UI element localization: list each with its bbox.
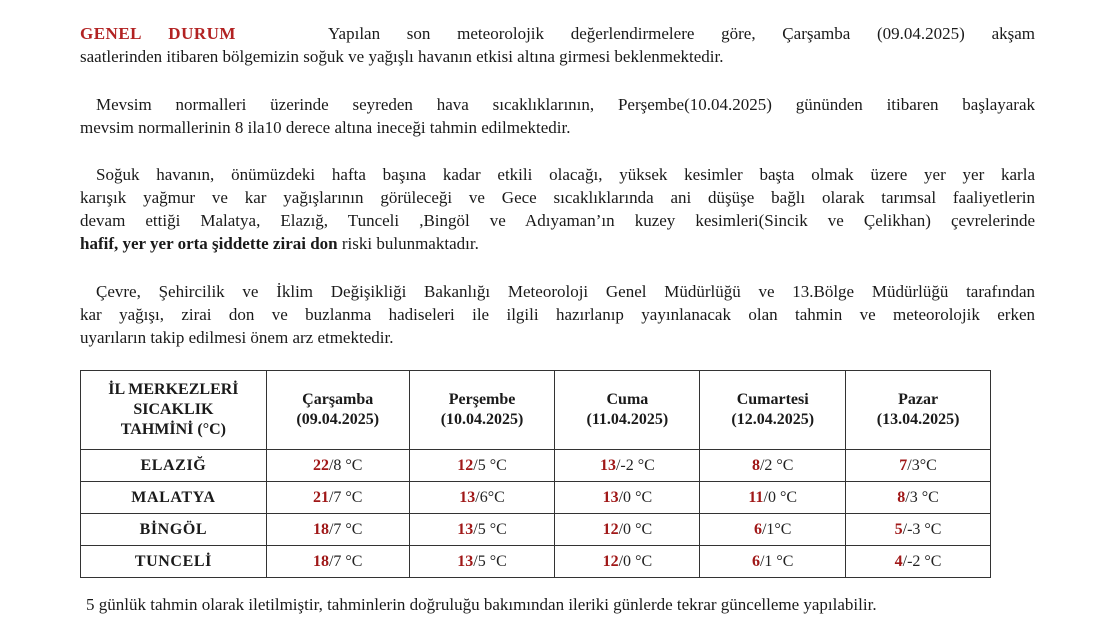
high-temp: 11 <box>748 488 764 506</box>
high-temp: 18 <box>312 552 329 570</box>
low-temp: /0 <box>618 520 632 538</box>
temp-unit: °C <box>919 456 937 474</box>
temp-cell <box>700 514 846 546</box>
high-temp: 5 <box>894 520 903 538</box>
frost-warning-text: hafif, yer yer orta şiddette zirai don <box>80 234 338 253</box>
high-temp: 4 <box>894 552 903 570</box>
day-date: (13.04.2025) <box>876 411 960 428</box>
high-temp: 6 <box>753 520 762 538</box>
temp-cell <box>266 514 409 546</box>
high-temp: 13 <box>457 552 474 570</box>
high-temp: 12 <box>457 456 474 474</box>
temp-cell <box>700 450 846 482</box>
table-row <box>81 546 991 578</box>
low-temp: /-2 <box>902 552 921 570</box>
day-date: (11.04.2025) <box>586 411 669 428</box>
temp-cell <box>409 450 555 482</box>
table-header-row <box>81 371 991 450</box>
temp-cell <box>266 450 409 482</box>
footer-note: 5 günlük tahmin olarak iletilmiştir, tahminlerin doğruluğu bakımından ileriki günlerde tekrar güncelleme yapılabilir. <box>86 595 877 614</box>
temp-cell <box>555 514 700 546</box>
low-temp: /0 <box>763 488 776 506</box>
temp-unit: °C <box>920 552 942 570</box>
day-name: Pazar <box>898 391 939 408</box>
table-row <box>81 482 991 514</box>
temp-cell <box>266 482 409 514</box>
temp-cell <box>555 482 700 514</box>
day-name: Cumartesi <box>736 391 809 408</box>
intro-line-1 <box>80 22 1035 45</box>
cold-line-4-rest: riski bulunmaktadır. <box>337 234 479 253</box>
temp-cell <box>700 546 846 578</box>
table-row <box>81 450 991 482</box>
temp-cell <box>846 450 991 482</box>
section-heading: GENEL DURUM <box>80 24 236 43</box>
temp-unit: °C <box>774 520 792 538</box>
temp-cell <box>555 546 700 578</box>
day-name: Cuma <box>606 391 649 408</box>
high-temp: 8 <box>751 456 760 474</box>
temp-unit: °C <box>772 456 794 474</box>
temp-unit: °C <box>485 456 507 474</box>
temp-unit: °C <box>633 456 655 474</box>
temp-cell <box>409 482 555 514</box>
day-date: (12.04.2025) <box>731 411 815 428</box>
temp-unit: °C <box>631 520 653 538</box>
high-temp: 12 <box>602 520 619 538</box>
paragraph-cold <box>80 163 1035 255</box>
high-temp: 7 <box>899 456 908 474</box>
low-temp: /0 <box>618 552 632 570</box>
low-temp: /7 <box>328 552 342 570</box>
day-date: (09.04.2025) <box>296 411 380 428</box>
normals-line-2: mevsim normallerinin 8 ila10 derece altına ineceği tahmin edilmektedir. <box>80 118 571 137</box>
ministry-line-1: Çevre, Şehircilik ve İklim Değişikliği Bakanlığı Meteoroloji Genel Müdürlüğü ve 13.Bölge Müdürlüğü tarafından <box>96 282 1035 301</box>
city-cell: BİNGÖL <box>81 514 267 546</box>
high-temp: 13 <box>457 520 474 538</box>
temp-unit: °C <box>775 488 798 506</box>
day-header <box>555 371 700 450</box>
day-header <box>700 371 846 450</box>
high-temp: 21 <box>312 488 329 506</box>
temp-cell <box>846 546 991 578</box>
temp-unit: °C <box>631 488 653 506</box>
corner-header <box>81 371 267 450</box>
high-temp: 8 <box>897 488 906 506</box>
temp-unit: °C <box>772 552 794 570</box>
temp-cell <box>846 482 991 514</box>
temp-unit: °C <box>920 520 942 538</box>
cold-line-4 <box>80 232 1035 255</box>
temp-unit: °C <box>341 488 363 506</box>
high-temp: 6 <box>751 552 760 570</box>
low-temp: /8 <box>328 456 342 474</box>
intro-paragraph <box>80 22 1035 68</box>
normals-line-1: Mevsim normalleri üzerinde seyreden hava sıcaklıklarının, Perşembe(10.04.2025) gününden itibaren başlayarak <box>96 95 1035 114</box>
ministry-line-3: uyarıların takip edilmesi önem arz etmektedir. <box>80 328 394 347</box>
low-temp: /1 <box>759 552 773 570</box>
cold-line-1: Soğuk havanın, önümüzdeki hafta başına kadar etkili olacağı, yüksek kesimler başta olmak üzere yer yer karla <box>96 165 1035 184</box>
temp-cell <box>409 514 555 546</box>
low-temp: /-2 <box>615 456 634 474</box>
intro-line-2: saatlerinden itibaren bölgemizin soğuk ve yağışlı havanın etkisi altına girmesi beklenmektedir. <box>80 47 724 66</box>
high-temp: 18 <box>312 520 329 538</box>
ministry-line-2: kar yağışı, zirai don ve buzlanma hadiseleri ile ilgili hazırlanıp yayınlanacak olan tahmin ve meteorolojik erken <box>80 305 1035 324</box>
high-temp: 13 <box>459 488 476 506</box>
day-header <box>846 371 991 450</box>
table-row <box>81 514 991 546</box>
temp-unit: °C <box>631 552 653 570</box>
corner-line-2: SICAKLIK <box>133 401 214 418</box>
day-date: (10.04.2025) <box>440 411 524 428</box>
low-temp: /5 <box>473 456 486 474</box>
corner-line-3: TAHMİNİ (°C) <box>120 421 226 438</box>
low-temp: /3 <box>905 488 918 506</box>
paragraph-ministry <box>80 280 1035 349</box>
low-temp: /5 <box>473 552 486 570</box>
temperature-forecast-table <box>80 370 991 578</box>
paragraph-normals <box>80 93 1035 139</box>
temp-unit: °C <box>917 488 939 506</box>
low-temp: /3 <box>907 456 920 474</box>
low-temp: /5 <box>473 520 486 538</box>
temp-unit: °C <box>487 488 505 506</box>
temp-cell <box>846 514 991 546</box>
high-temp: 22 <box>312 456 329 474</box>
day-header <box>266 371 409 450</box>
temp-unit: °C <box>341 456 363 474</box>
low-temp: /-3 <box>902 520 921 538</box>
low-temp: /6 <box>475 488 488 506</box>
low-temp: /0 <box>618 488 632 506</box>
temp-cell <box>700 482 846 514</box>
temp-cell <box>409 546 555 578</box>
cold-line-3: devam ettiği Malatya, Elazığ, Tunceli ,Bingöl ve Adıyaman’ın kuzey kesimleri(Sincik ve Çelikhan) çevrelerinde <box>80 211 1035 230</box>
low-temp: /7 <box>328 520 342 538</box>
low-temp: /2 <box>759 456 773 474</box>
city-cell: MALATYA <box>81 482 267 514</box>
day-name: Çarşamba <box>302 391 374 408</box>
high-temp: 12 <box>602 552 619 570</box>
temp-cell <box>266 546 409 578</box>
day-name: Perşembe <box>448 391 516 408</box>
day-header <box>409 371 555 450</box>
corner-line-1: İL MERKEZLERİ <box>108 381 239 398</box>
high-temp: 13 <box>602 488 619 506</box>
intro-text-1: Yapılan son meteorolojik değerlendirmelere göre, Çarşamba (09.04.2025) akşam <box>327 24 1035 43</box>
low-temp: /1 <box>761 520 775 538</box>
temp-unit: °C <box>485 552 507 570</box>
temp-unit: °C <box>341 552 363 570</box>
cold-line-2: karışık yağmur ve kar yağışlarının görüleceği ve Gece sıcaklıklarında ani düşüşe bağlı olarak tarımsal faaliyetlerin <box>80 188 1035 207</box>
temp-unit: °C <box>341 520 363 538</box>
low-temp: /7 <box>328 488 342 506</box>
high-temp: 13 <box>599 456 616 474</box>
temp-unit: °C <box>485 520 507 538</box>
temp-cell <box>555 450 700 482</box>
city-cell: ELAZIĞ <box>81 450 267 482</box>
city-cell: TUNCELİ <box>81 546 267 578</box>
